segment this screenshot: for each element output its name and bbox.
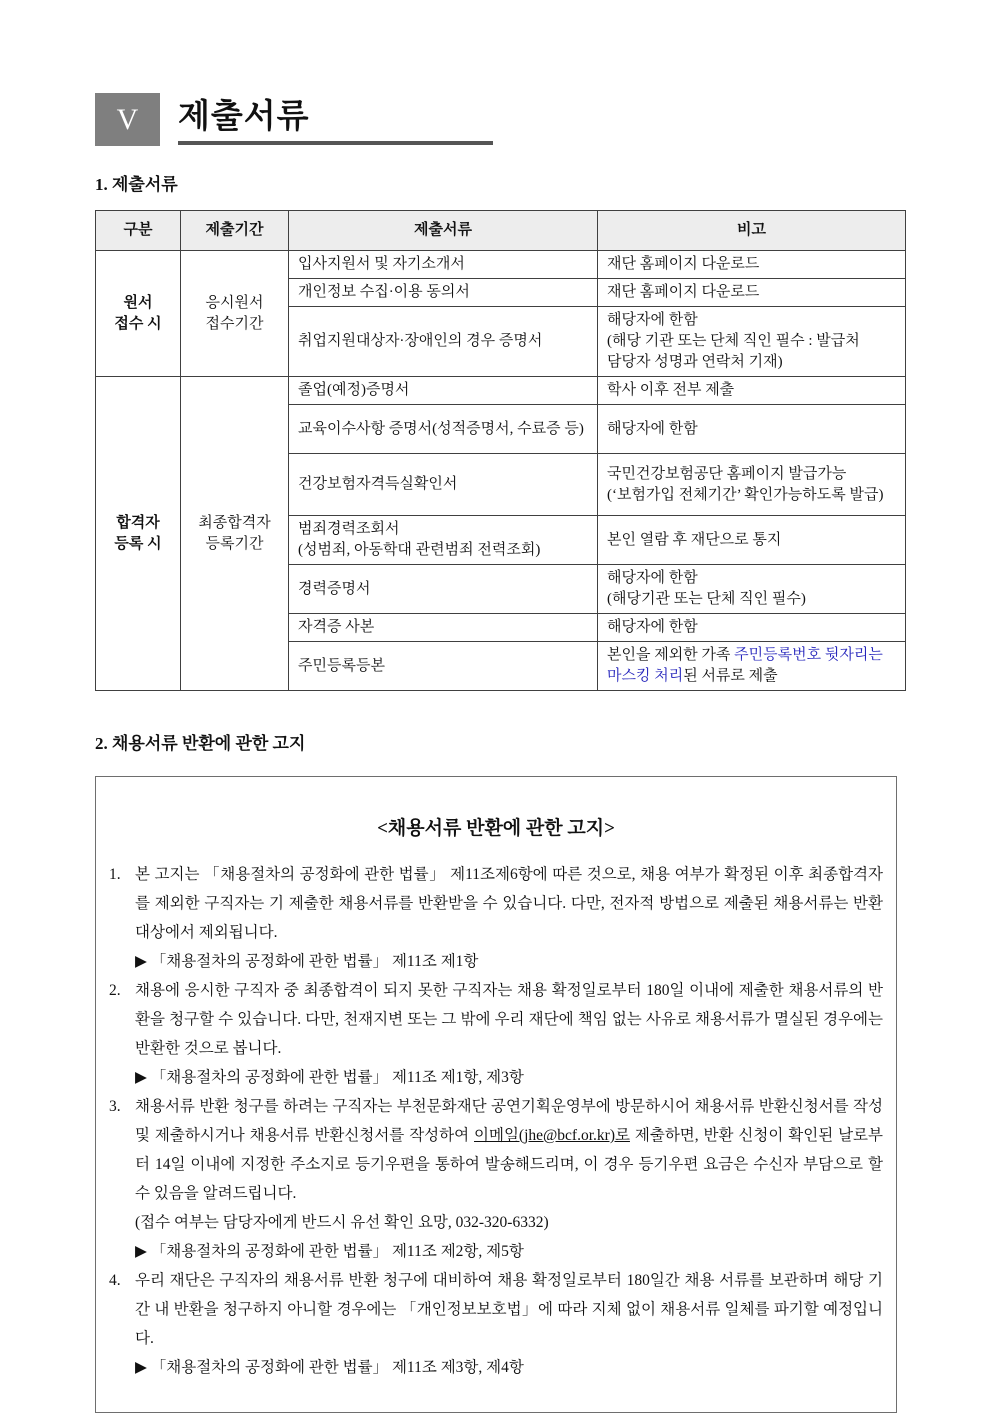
masking-highlight: 주민등록번호 뒷자리는 마스킹 처리 <box>607 647 883 684</box>
doc-line: 취업지원대상자·장애인의 경우 증명서 <box>298 333 543 349</box>
note-cell <box>598 405 906 454</box>
item-law-ref: ▶ 「채용절차의 공정화에 관한 법률」 제11조 제3항, 제4항 <box>135 1359 524 1376</box>
item-law-ref: ▶ 「채용절차의 공정화에 관한 법률」 제11조 제1항, 제3항 <box>135 1069 524 1086</box>
item-number: 4. <box>109 1272 121 1289</box>
table-header-row <box>96 211 906 251</box>
title-underline <box>178 141 493 145</box>
note-line: 학사 이후 전부 제출 <box>607 382 735 398</box>
note-line: 해당자에 한함 <box>607 619 698 635</box>
note-cell <box>598 565 906 614</box>
item-body <box>135 1266 883 1382</box>
note-line: 재단 홈페이지 다운로드 <box>607 284 760 300</box>
doc-cell <box>289 377 598 405</box>
category-line: 접수 시 <box>114 315 162 332</box>
section-badge <box>95 93 160 146</box>
note-cell <box>598 279 906 307</box>
item-text: 우리 재단은 구직자의 채용서류 반환 청구에 대비하여 채용 확정일로부터 180일간 채용 서류를 보관하며 해당 기간 내 반환을 청구하지 아니할 경우에는 「개인정보보호법」에 따라 지체 없이 채용서류 일체를 파기할 예정입니다. <box>135 1272 883 1347</box>
doc-cell <box>289 251 598 279</box>
category-cell-successful <box>96 377 181 691</box>
note-line: 재단 홈페이지 다운로드 <box>607 256 760 272</box>
note-cell <box>598 251 906 279</box>
note-line: 해당자에 한함 <box>607 570 698 586</box>
item-text: 채용서류 반환 청구를 하려는 구직자는 부천문화재단 공연기획운영부에 방문하시어 채용서류 반환신청서를 작성 및 제출하시거나 채용서류 반환신청서를 작성하여 <box>135 1098 883 1144</box>
doc-line: 개인정보 수집·이용 동의서 <box>298 284 470 300</box>
doc-line: 주민등록등본 <box>298 657 385 674</box>
doc-line: 교육이수사항 증명서(성적증명서, 수료증 등) <box>298 420 584 437</box>
doc-line: 건강보험자격득실확인서 <box>298 476 458 492</box>
doc-line: 입사지원서 및 자기소개서 <box>298 256 465 272</box>
section1-heading: 1. 제출서류 <box>95 175 178 194</box>
section-badge-label: V <box>116 102 139 136</box>
item-number: 3. <box>109 1098 121 1115</box>
email-link[interactable]: 이메일(jhe@bcf.or.kr)로 <box>474 1127 630 1144</box>
item-phone-note: (접수 여부는 담당자에게 반드시 유선 확인 요망, 032-320-6332) <box>135 1214 549 1231</box>
documents-table <box>95 210 906 691</box>
period-cell-application <box>181 251 289 377</box>
doc-line: 경력증명서 <box>298 580 371 597</box>
col-header-remarks: 비고 <box>598 211 906 251</box>
doc-cell <box>289 614 598 642</box>
item-text: 제출하면, 반환 신청이 확인된 날로부터 14일 이내에 지정한 주소지로 등기우편을 통하여 발송해드리며, 이 경우 등기우편 요금은 수신자 부담으로 할 수 있음을 알려드립니다. <box>135 1127 883 1202</box>
notice-item-2 <box>109 976 883 1092</box>
category-line: 합격자 <box>116 514 160 531</box>
item-text: 본 고지는 「채용절차의 공정화에 관한 법률」 제11조제6항에 따른 것으로, 채용 여부가 확정된 이후 최종합격자를 제외한 구직자는 기 제출한 채용서류를 반환받을 수 있습니다. 다만, 전자적 방법으로 제출된 채용서류는 반환 대상에서 제외됩니다. <box>135 866 883 941</box>
item-number: 2. <box>109 982 121 999</box>
item-text: 채용에 응시한 구직자 중 최종합격이 되지 못한 구직자는 채용 확정일로부터 180일 이내에 제출한 채용서류의 반환을 청구할 수 있습니다. 다만, 천재지변 또는 그 밖에 우리 재단에 책임 없는 사유로 채용서류가 멸실된 경우에는 반환한 것으로 봅니다. <box>135 982 883 1057</box>
section2-heading: 2. 채용서류 반환에 관한 고지 <box>95 734 306 753</box>
category-cell-application <box>96 251 181 377</box>
table-row <box>96 251 906 279</box>
item-number: 1. <box>109 866 121 883</box>
doc-cell <box>289 454 598 516</box>
title-column <box>178 93 493 145</box>
page-title: 제출서류 <box>178 96 310 135</box>
col-header-category: 구분 <box>96 211 181 251</box>
note-cell <box>598 614 906 642</box>
item-body <box>135 1092 883 1266</box>
doc-cell <box>289 405 598 454</box>
col-header-documents: 제출서류 <box>289 211 598 251</box>
note-cell <box>598 307 906 377</box>
doc-line: 자격증 사본 <box>298 619 375 635</box>
doc-cell <box>289 642 598 691</box>
item-body <box>135 976 883 1092</box>
item-law-ref: ▶ 「채용절차의 공정화에 관한 법률」 제11조 제2항, 제5항 <box>135 1243 524 1260</box>
doc-line: 범죄경력조회서 <box>298 521 400 537</box>
category-line: 원서 <box>123 294 153 311</box>
doc-cell <box>289 279 598 307</box>
note-line: 국민건강보험공단 홈페이지 발급가능 <box>607 465 847 482</box>
note-text: 본인을 제외한 가족 <box>607 647 735 663</box>
doc-line: 졸업(예정)증명서 <box>298 382 410 398</box>
doc-cell <box>289 565 598 614</box>
note-cell <box>598 642 906 691</box>
item-body <box>135 860 883 976</box>
doc-cell <box>289 516 598 565</box>
period-line: 접수기간 <box>205 315 264 332</box>
period-cell-successful <box>181 377 289 691</box>
notice-item-3 <box>109 1092 883 1266</box>
page-header <box>95 93 905 146</box>
notice-title: <채용서류 반환에 관한 고지> <box>377 818 615 839</box>
period-line: 응시원서 <box>205 294 264 311</box>
doc-line: (성범죄, 아동학대 관련범죄 전력조회) <box>298 542 541 558</box>
notice-box <box>95 776 897 1413</box>
col-header-period: 제출기간 <box>181 211 289 251</box>
note-line: 해당자에 한함 <box>607 420 698 437</box>
note-cell <box>598 377 906 405</box>
note-line: (해당기관 또는 단체 직인 필수) <box>607 591 806 607</box>
period-line: 최종합격자 <box>198 514 271 531</box>
doc-cell <box>289 307 598 377</box>
note-text: 된 서류로 제출 <box>683 668 778 684</box>
item-law-ref: ▶ 「채용절차의 공정화에 관한 법률」 제11조 제1항 <box>135 953 479 970</box>
category-line: 등록 시 <box>114 535 162 552</box>
period-line: 등록기간 <box>205 535 264 552</box>
note-line: (‘보험가입 전체기간’ 확인가능하도록 발급) <box>607 486 884 503</box>
note-line: (해당 기관 또는 단체 직인 필수 : 발급처 담당자 성명과 연락처 기재) <box>607 333 860 370</box>
note-cell <box>598 454 906 516</box>
notice-item-4 <box>109 1266 883 1382</box>
note-line: 본인 열람 후 재단으로 통지 <box>607 531 782 548</box>
table-row <box>96 377 906 405</box>
note-line: 해당자에 한함 <box>607 312 698 328</box>
notice-item-1 <box>109 860 883 976</box>
note-cell <box>598 516 906 565</box>
